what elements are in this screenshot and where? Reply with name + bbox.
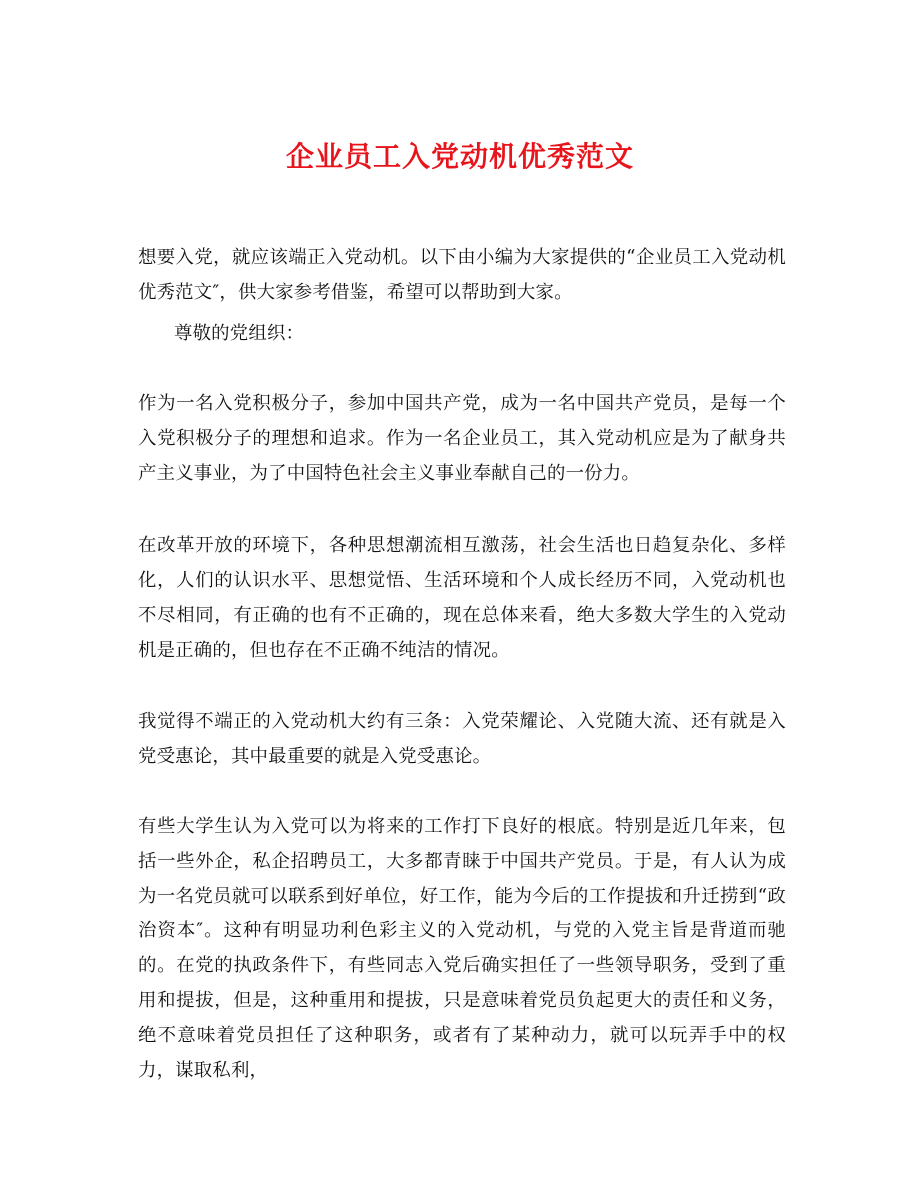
body-paragraph: 作为一名入党积极分子，参加中国共产党，成为一名中国共产党员，是每一个入党积极分子的理想和追求。作为一名企业员工，其入党动机应是为了献身共产主义事业，为了中国特色社会主义事业奉献自己的一份力。 bbox=[138, 393, 786, 484]
document-title: 企业员工入党动机优秀范文 bbox=[285, 139, 634, 173]
intro-paragraph: 想要入党，就应该端正入党动机。以下由小编为大家提供的“企业员工入党动机优秀范文″，供大家参考借鉴，希望可以帮助到大家。 bbox=[138, 247, 786, 303]
body-paragraph: 有些大学生认为入党可以为将来的工作打下良好的根底。特别是近几年来，包括一些外企，私企招聘员工，大多都青睐于中国共产党员。于是，有人认为成为一名党员就可以联系到好单位，好工作，能为今后的工作提拔和升迁捞到“政治资本″。这种有明显功利色彩主义的入党动机，与党的入党主旨是背道而驰的。在党的执政条件下，有些同志入党后确实担任了一些领导职务，受到了重用和提拔，但是，这种重用和提拔，只是意味着党员负起更大的责任和义务，绝不意味着党员担任了这种职务，或者有了某种动力，就可以玩弄手中的权力，谋取私利， bbox=[138, 816, 786, 1081]
body-paragraph: 在改革开放的环境下，各种思想潮流相互激荡，社会生活也日趋复杂化、多样化，人们的认识水平、思想觉悟、生活环境和个人成长经历不同，入党动机也不尽相同，有正确的也有不正确的，现在总体来看，绝大多数大学生的入党动机是正确的，但也存在不正确不纯洁的情况。 bbox=[138, 535, 786, 661]
body-paragraph: 我觉得不端正的入党动机大约有三条：入党荣耀论、入党随大流、还有就是入党受惠论，其中最重要的就是入党受惠论。 bbox=[138, 711, 786, 767]
greeting-line: 尊敬的党组织： bbox=[174, 323, 305, 344]
